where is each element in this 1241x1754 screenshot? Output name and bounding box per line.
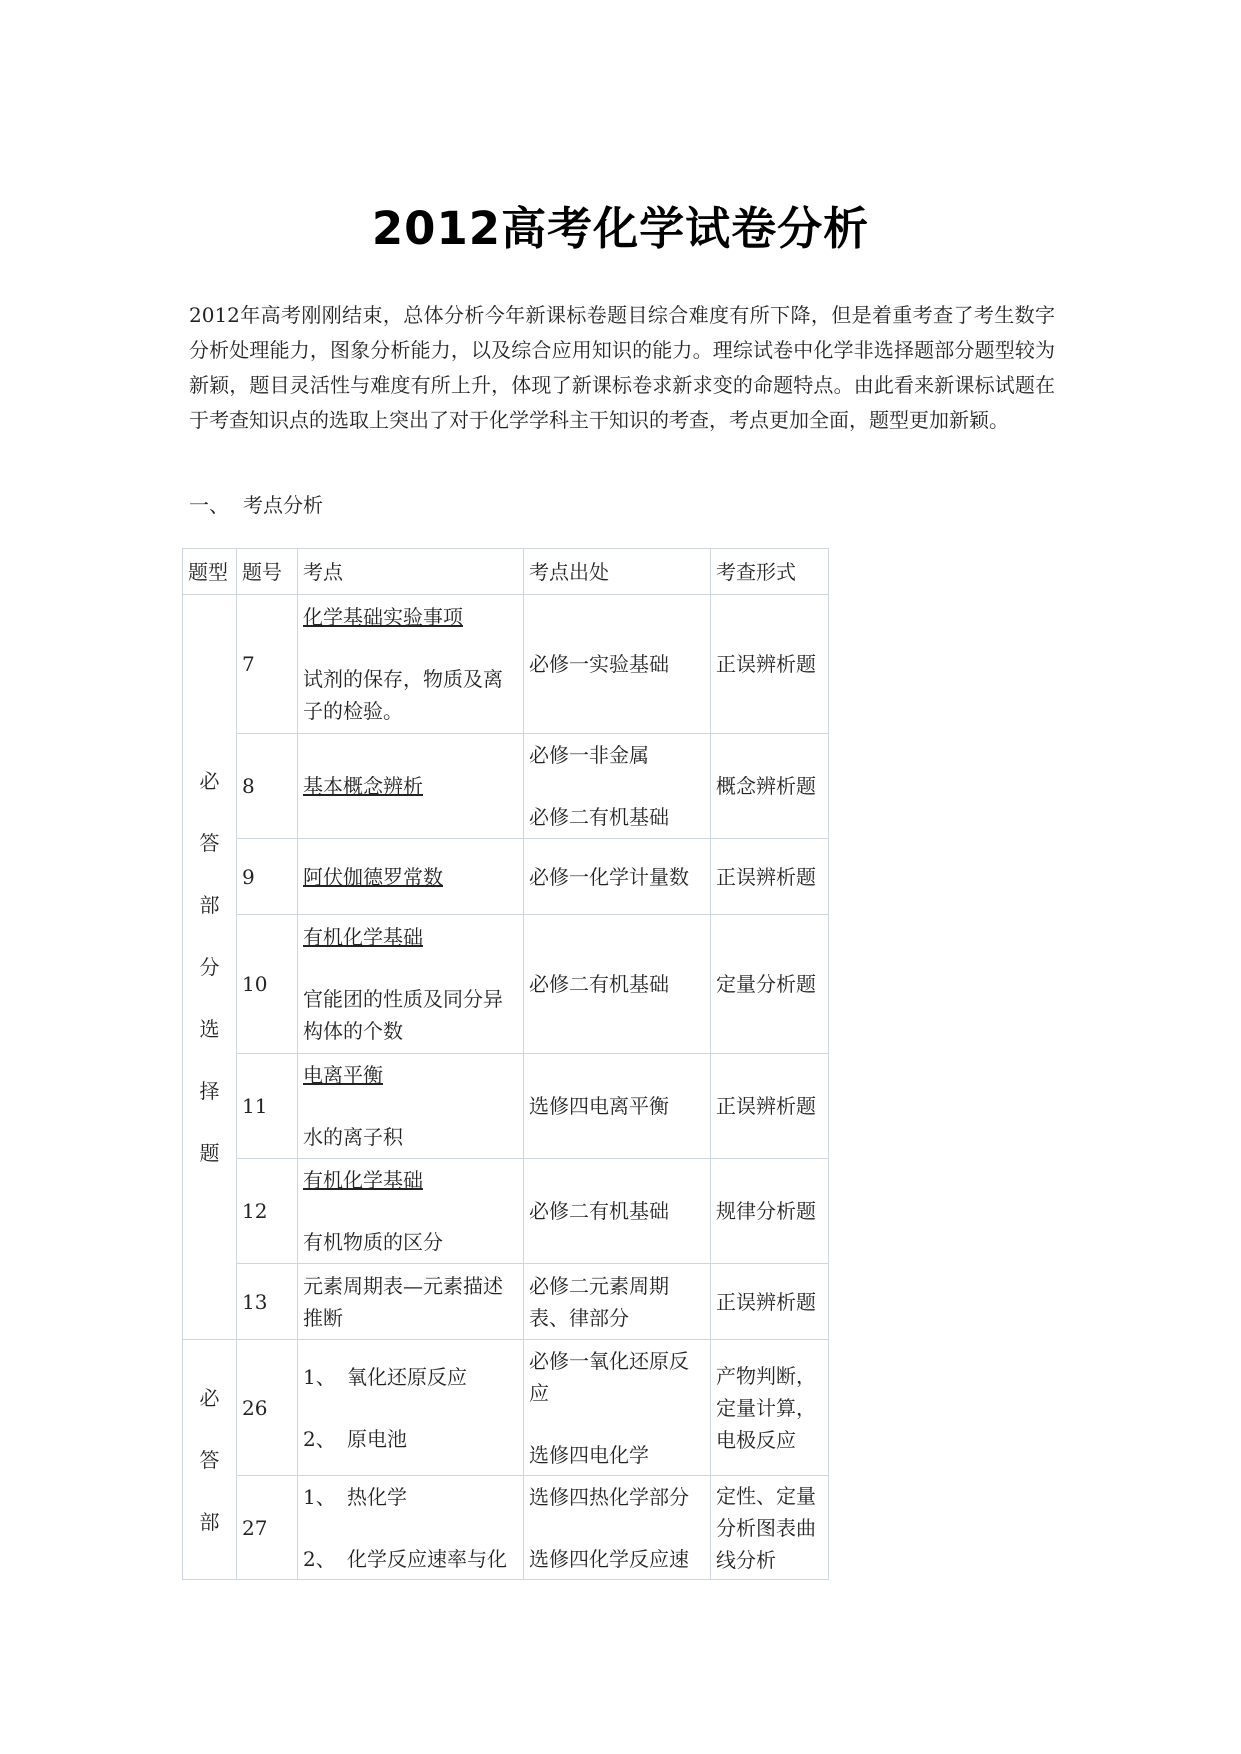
point-detail: 水的离子积 [303, 1125, 403, 1149]
point-detail: 有机物质的区分 [303, 1230, 443, 1254]
section-title: 考点分析 [243, 493, 323, 517]
point-main: 化学基础实验事项 [303, 605, 463, 629]
table-row [183, 915, 829, 1054]
table-row [183, 1476, 829, 1580]
point-main: 阿伏伽德罗常数 [303, 864, 443, 889]
exam-form: 概念辨析题 [711, 734, 829, 839]
point-detail: 试剂的保存，物质及离子的检验。 [303, 667, 503, 723]
question-number: 13 [237, 1264, 298, 1340]
exam-point [298, 1054, 524, 1159]
point-item: 1、 氧化还原反应 [303, 1364, 467, 1389]
exam-form: 定量分析题 [711, 915, 829, 1054]
point-source: 必修一实验基础 [524, 595, 711, 734]
point-main: 有机化学基础 [303, 1168, 423, 1192]
question-number: 9 [237, 839, 298, 915]
point-detail: 官能团的性质及同分异构体的个数 [303, 987, 503, 1043]
header-number: 题号 [237, 549, 298, 595]
table-header-row [183, 549, 829, 595]
exam-form: 正误辨析题 [711, 1264, 829, 1340]
table-row [183, 734, 829, 839]
question-type-required: 必 答 部 [183, 1340, 237, 1580]
question-type-choice: 必 答 部 分 选 择 题 [183, 595, 237, 1340]
question-number: 11 [237, 1054, 298, 1159]
point-source: 必修一氧化还原反应 选修四电化学 [524, 1340, 711, 1476]
exam-point: 元素周期表—元素描述推断 [298, 1264, 524, 1340]
point-source: 选修四热化学部分 选修四化学反应速 [524, 1476, 711, 1580]
question-number: 7 [237, 595, 298, 734]
point-main: 电离平衡 [303, 1063, 383, 1087]
point-source: 必修一非金属 必修二有机基础 [524, 734, 711, 839]
table-row [183, 839, 829, 915]
exam-form: 定性、定量分析图表曲线分析 [711, 1476, 829, 1580]
exam-form: 产物判断，定量计算，电极反应 [711, 1340, 829, 1476]
point-source: 必修二有机基础 [524, 915, 711, 1054]
table-row [183, 595, 829, 734]
exam-form: 规律分析题 [711, 1159, 829, 1264]
exam-point [298, 595, 524, 734]
point-item: 2、 原电池 [303, 1426, 407, 1451]
table-row [183, 1340, 829, 1476]
exam-form: 正误辨析题 [711, 839, 829, 915]
header-type: 题型 [183, 549, 237, 595]
point-main: 有机化学基础 [303, 925, 423, 949]
intro-paragraph: 2012年高考刚刚结束，总体分析今年新课标卷题目综合难度有所下降，但是着重考查了考生数字分析处理能力，图象分析能力，以及综合应用知识的能力。理综试卷中化学非选择题部分题型较为新颖，题目灵活性与难度有所上升，体现了新课标卷求新求变的命题特点。由此看来新课标试题在于考查知识点的选取上突出了对于化学学科主干知识的考查，考点更加全面，题型更加新颖。 [189, 303, 1055, 432]
table-row [183, 1054, 829, 1159]
header-point: 考点 [298, 549, 524, 595]
exam-form: 正误辨析题 [711, 1054, 829, 1159]
point-main: 基本概念辨析 [303, 774, 423, 798]
exam-points-table [182, 548, 829, 1580]
question-number: 26 [237, 1340, 298, 1476]
question-number: 8 [237, 734, 298, 839]
question-number: 12 [237, 1159, 298, 1264]
point-source: 必修二元素周期表、律部分 [524, 1264, 711, 1340]
document-title: 2012高考化学试卷分析 [371, 202, 870, 255]
point-item: 1、 热化学 [303, 1484, 407, 1509]
point-source: 必修一化学计量数 [524, 839, 711, 915]
exam-point [298, 1340, 524, 1476]
header-source: 考点出处 [524, 549, 711, 595]
exam-point [298, 1476, 524, 1580]
section-heading [189, 488, 323, 523]
exam-point [298, 839, 524, 915]
point-source: 必修二有机基础 [524, 1159, 711, 1264]
section-number: 一、 [189, 493, 229, 517]
question-number: 27 [237, 1476, 298, 1580]
point-item: 2、 化学反应速率与化 [303, 1546, 507, 1571]
exam-point [298, 915, 524, 1054]
header-form: 考查形式 [711, 549, 829, 595]
point-source: 选修四电离平衡 [524, 1054, 711, 1159]
exam-form: 正误辨析题 [711, 595, 829, 734]
exam-point [298, 1159, 524, 1264]
table-row [183, 1264, 829, 1340]
question-number: 10 [237, 915, 298, 1054]
exam-point [298, 734, 524, 839]
table-row [183, 1159, 829, 1264]
